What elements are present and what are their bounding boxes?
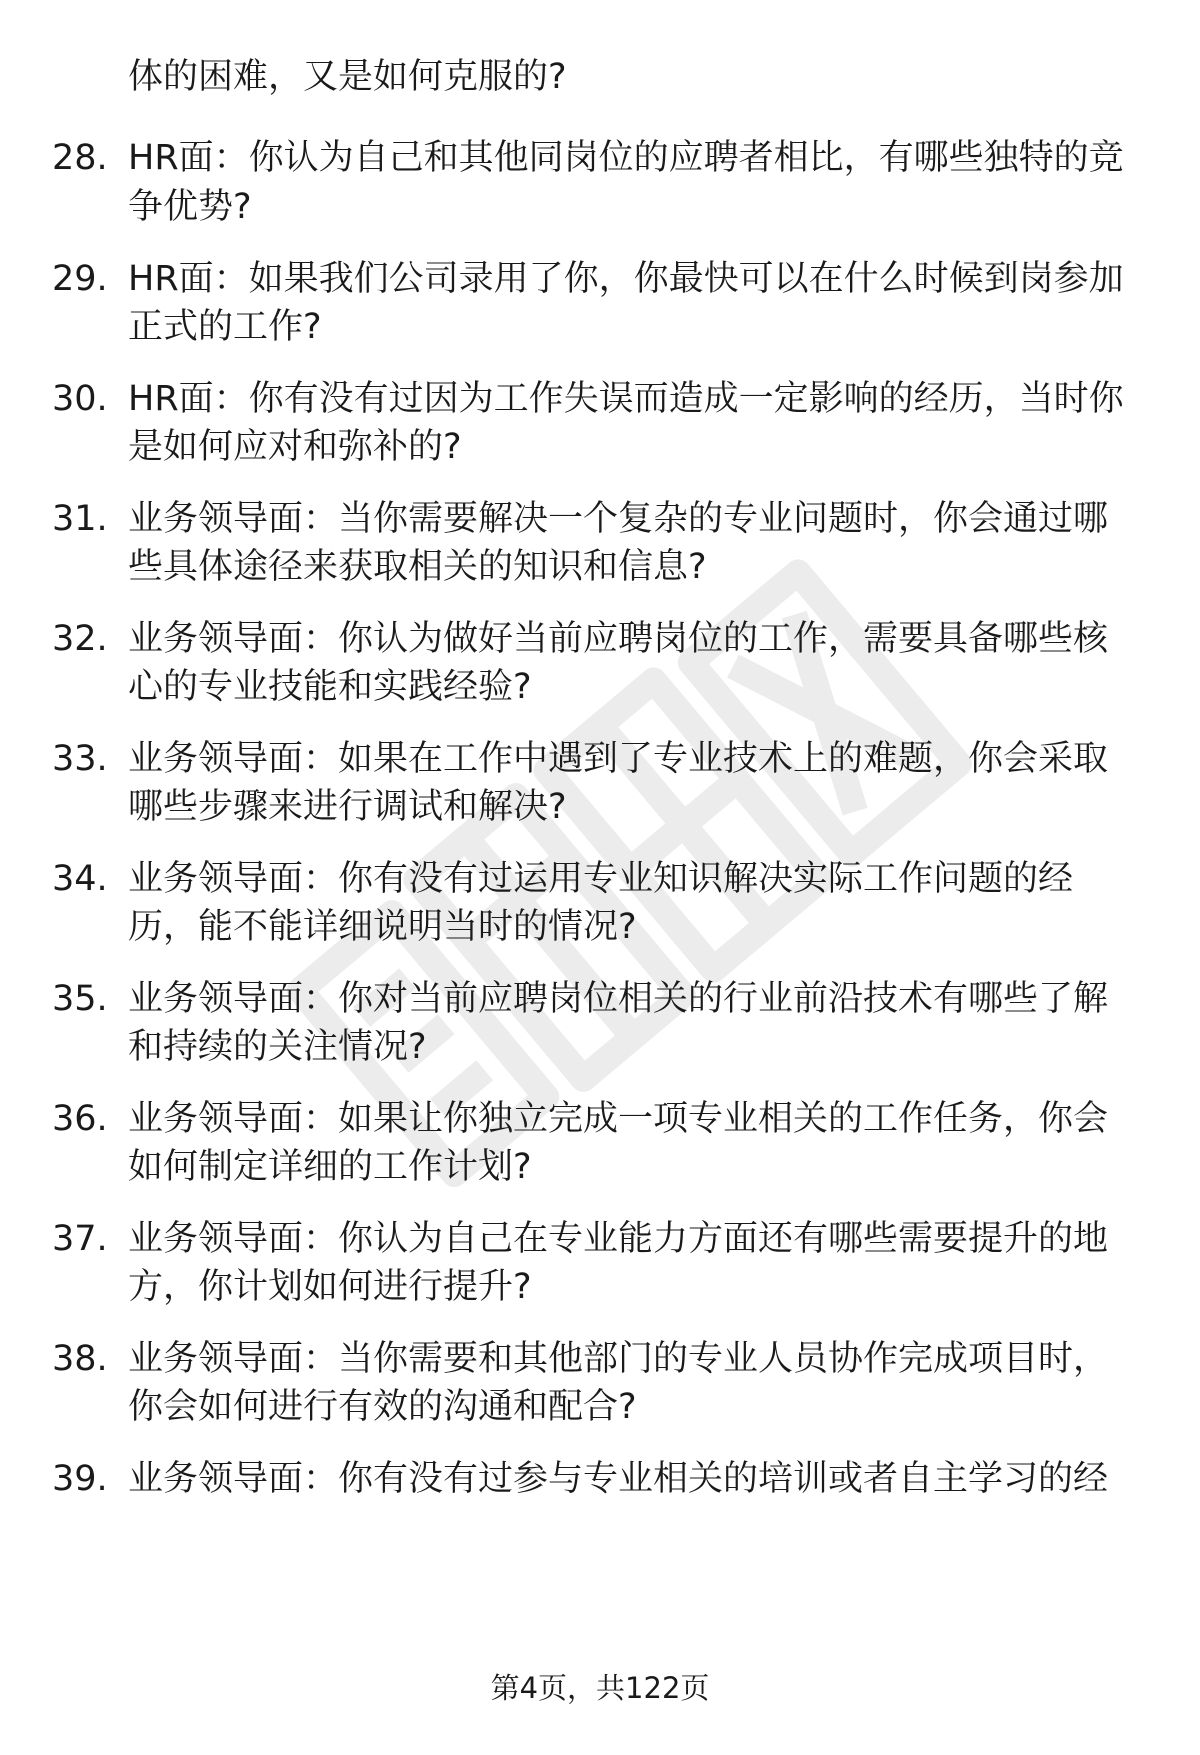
question-text: 业务领导面：你有没有过参与专业相关的培训或者自主学习的经	[128, 1459, 1109, 1499]
question-number: 31.	[52, 499, 108, 539]
question-number: 29.	[52, 259, 108, 299]
question-number: 34.	[52, 859, 108, 899]
question-text-cont: 你会如何进行有效的沟通和配合?	[128, 1387, 637, 1427]
question-text-cont: 争优势?	[128, 187, 252, 227]
question-text: 业务领导面：如果让你独立完成一项专业相关的工作任务，你会	[128, 1099, 1109, 1139]
question-number: 33.	[52, 739, 108, 779]
question-number: 39.	[52, 1459, 108, 1499]
question-text: HR面：你认为自己和其他同岗位的应聘者相比，有哪些独特的竞	[128, 138, 1124, 178]
question-number: 38.	[52, 1339, 108, 1379]
question-text: 业务领导面：你有没有过运用专业知识解决实际工作问题的经	[128, 859, 1074, 899]
question-text: 业务领导面：当你需要和其他部门的专业人员协作完成项目时，	[128, 1339, 1109, 1379]
question-text-cont: 和持续的关注情况?	[128, 1027, 427, 1067]
question-text-cont: 是如何应对和弥补的?	[128, 427, 462, 467]
question-text-cont: 心的专业技能和实践经验?	[128, 667, 532, 707]
question-text-cont: 些具体途径来获取相关的知识和信息?	[128, 547, 707, 587]
question-text-cont: 如何制定详细的工作计划?	[128, 1147, 532, 1187]
question-number: 32.	[52, 619, 108, 659]
question-text-cont: 正式的工作?	[128, 307, 322, 347]
question-text: HR面：你有没有过因为工作失误而造成一定影响的经历，当时你	[128, 379, 1124, 419]
question-text: 业务领导面：你认为自己在专业能力方面还有哪些需要提升的地	[128, 1219, 1109, 1259]
question-number: 36.	[52, 1099, 108, 1139]
question-number: 35.	[52, 979, 108, 1019]
question-text: HR面：如果我们公司录用了你，你最快可以在什么时候到岗参加	[128, 259, 1124, 299]
line-text: 体的困难，又是如何克服的?	[128, 57, 567, 97]
question-number: 28.	[52, 138, 108, 178]
question-text: 业务领导面：当你需要解决一个复杂的专业问题时，你会通过哪	[128, 499, 1109, 539]
question-text-cont: 历，能不能详细说明当时的情况?	[128, 907, 637, 947]
question-text: 业务领导面：如果在工作中遇到了专业技术上的难题，你会采取	[128, 739, 1109, 779]
question-text-cont: 方，你计划如何进行提升?	[128, 1267, 532, 1307]
question-text: 业务领导面：你对当前应聘岗位相关的行业前沿技术有哪些了解	[128, 979, 1109, 1019]
page-number-footer: 第4页，共122页	[490, 1671, 710, 1705]
question-number: 37.	[52, 1219, 108, 1259]
question-number: 30.	[52, 379, 108, 419]
question-text-cont: 哪些步骤来进行调试和解决?	[128, 787, 567, 827]
question-text: 业务领导面：你认为做好当前应聘岗位的工作，需要具备哪些核	[128, 619, 1109, 659]
